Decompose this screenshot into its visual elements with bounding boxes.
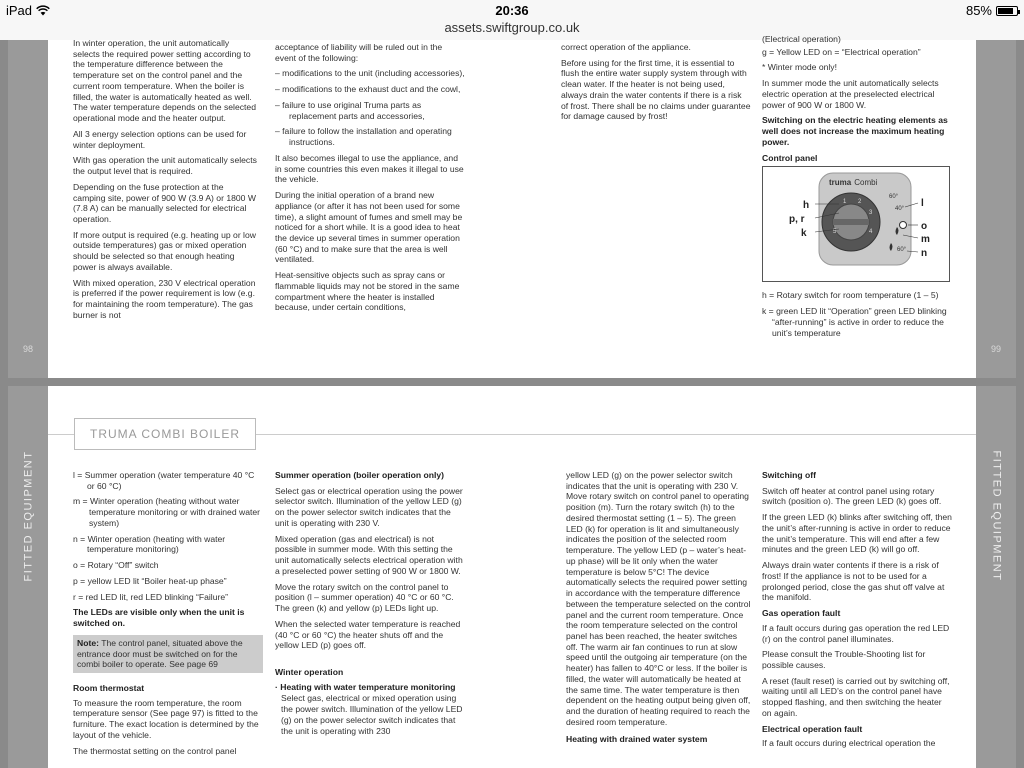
subheading: · Heating with water temperature monitoring: [275, 681, 456, 692]
battery-percent: 85%: [965, 3, 992, 18]
side-tab-left: FITTED EQUIPMENT: [22, 450, 35, 582]
temp-60-label: 60°: [889, 194, 899, 201]
page-spread-bottom[interactable]: [8, 386, 1016, 768]
side-tab-right: FITTED EQUIPMENT: [990, 450, 1003, 582]
paragraph: yellow LED (g) on the power selector switch indicates that the unit is operating with 230 V. Move rotary switch on control panel to operating position (m). Turn the rotary switch (h) to the desired thermostat setting (1 – 5). The green LED (k) for operation is lit and simultaneously indicates the position of the selected room temperature. The yellow LED (p – water’s heat-up phase) will be lit only when the water temperature is below 5°C! The device automatically selects the required power setting in accordance with the temperature difference between the temperature selected on the control panel and the current room temperature. Once the room temperature selected on the control panel has been reached, the heater switches off. The warm air fan continues to run at slow speed until the outgoing air temperature (on the heater) has fallen to 40°C or less. If the boiler is filled, the water will automatically be heated at the same time. The water temperature is then dependent on the heating output being given off, and the duration of heating required to reach the desired room temperature.: [566, 470, 751, 727]
dial-number: 2: [858, 199, 862, 206]
summer-operation-heading: Summer operation (boiler operation only): [275, 470, 445, 480]
paragraph: All 3 energy selection options can be used for winter deployment.: [73, 128, 247, 150]
top-column-1: [73, 40, 258, 326]
paragraph: Mixed operation (gas and electrical) is not possible in summer mode. With this setting the unit automatically selects electrical operation with a preselected power setting of 900 W or 1800 W.: [275, 533, 463, 576]
paragraph: Heat-sensitive objects such as spray cans or flammable liquids may not be stored in the same compartment where the heater is installed because, under certain conditions,: [275, 270, 460, 313]
paragraph: Depending on the fuse protection at the camping site, power of 900 W (3.9 A) or 1800 W (7.8 A) can be manually selected for electrical operation.: [73, 181, 256, 225]
dial-number: 4: [869, 229, 873, 236]
paragraph: With mixed operation, 230 V electrical operation is preferred if the power requirement is low (e.g. for maintaining the room temperature). The gas burner is not: [73, 277, 256, 320]
list-item: – modifications to the exhaust duct and the cowl,: [275, 84, 461, 95]
control-panel-diagram: [763, 167, 949, 281]
status-right: [966, 3, 1018, 18]
page-edge-left: [8, 40, 48, 378]
room-thermostat-heading: Room thermostat: [73, 683, 145, 694]
electrical-fault-heading: Electrical operation fault: [762, 723, 863, 734]
legend-r: r = red LED lit, red LED blinking “Failure”: [73, 591, 228, 602]
label-m: m: [921, 234, 930, 246]
paragraph: Before using for the first time, it is essential to flush the entire water supply system through with clean water. If the heater is not being used, always drain the water contents if there is a risk of frost. There shall be no claims under guarantee for damage caused by frost!: [561, 57, 751, 122]
label-n: n: [921, 248, 928, 260]
paragraph: To measure the room temperature, the room temperature sensor (See page 97) is fitted to the furniture. The exact location is determined by the layout of the vehicle.: [73, 697, 259, 740]
dial-number: 1: [843, 199, 847, 206]
winter-note: * Winter mode only!: [762, 62, 837, 73]
legend-n: n = Winter operation (heating with water temperature monitoring): [73, 533, 226, 555]
paragraph: Select gas, electrical or mixed operation using the power switch. Illumination of the yellow LED (g) on the power selector switch indicates that the unit is operating with 230: [281, 693, 463, 736]
paragraph: If a fault occurs during gas operation the red LED (r) on the control panel illuminates.: [762, 622, 950, 644]
list-item: – failure to follow the installation and operating instructions.: [275, 126, 452, 148]
label-l: l: [921, 198, 924, 210]
paragraph: With gas operation the unit automatically selects the output level that is required.: [73, 155, 257, 177]
legend-k: k = green LED lit “Operation” green LED blinking “after-running” is active in order to reduce the unit’s temperature: [762, 306, 947, 338]
paragraph: A reset (fault reset) is carried out by switching off, waiting until all LED’s on the control panel have stopped flashing, and then switching the heater on again.: [762, 675, 950, 718]
dial-number: 5: [833, 229, 837, 236]
bold-note: Switching on the electric heating elements as well does not increase the maximum heating power.: [762, 115, 948, 147]
page-number-left: 98: [22, 344, 33, 354]
top-column-3: [561, 42, 751, 127]
page-spread-top[interactable]: [8, 34, 1016, 378]
winter-operation-heading: Winter operation: [275, 667, 344, 678]
bottom-column-4: [762, 470, 952, 754]
address-bar[interactable]: assets.swiftgroup.co.uk: [444, 20, 580, 35]
temp-40-label: 40°: [895, 206, 905, 213]
section-title: TRUMA COMBI BOILER: [74, 418, 256, 450]
paragraph: Please consult the Trouble-Shooting list for possible causes.: [762, 649, 926, 671]
paragraph: acceptance of liability will be ruled out in the event of the following:: [275, 42, 443, 63]
paragraph: Always drain water contents if there is a risk of frost! If the appliance is not to be used for a prolonged period, close the gas shut off valve at the manifold.: [762, 560, 945, 603]
bottom-column-1: [73, 470, 263, 761]
page-number-right: 99: [990, 344, 1001, 354]
control-panel-heading: Control panel: [762, 152, 818, 163]
control-panel-figure: [762, 166, 950, 282]
legend-l: l = Summer operation (water temperature 40 °C or 60 °C): [73, 470, 255, 491]
clock: 20:36: [495, 3, 529, 18]
paragraph: Move the rotary switch on the control panel to position (l – summer operation) 40 °C or 60 °C. The green (k) and yellow (p) LEDs light up.: [275, 581, 454, 614]
legend-o: o = Rotary “Off” switch: [73, 560, 159, 571]
bottom-column-2: [275, 470, 465, 741]
note-box: [73, 635, 263, 673]
legend-g: g = Yellow LED on = “Electrical operation”: [762, 46, 921, 57]
device-label: iPad: [6, 3, 33, 18]
cut-off-heading: Heating with drained water system: [566, 733, 708, 744]
off-position-marker: [900, 222, 907, 229]
paragraph: When the selected water temperature is reached (40 °C or 60 °C) the heater shuts off and the yellow LED (p) goes off.: [275, 618, 461, 651]
page-edge-right: [976, 386, 1016, 768]
note-text: The control panel, situated above the entrance door must be switched on for the combi boiler to operate. See page 69: [77, 637, 243, 670]
legend-h: h = Rotary switch for room temperature (1 – 5): [762, 290, 939, 301]
legend-m: m = Winter operation (heating without water temperature monitoring or with drained water system): [73, 496, 261, 528]
label-k: k: [801, 228, 807, 240]
list-item: – failure to use original Truma parts as replacement parts and accessories,: [275, 99, 425, 121]
paragraph: It also becomes illegal to use the appliance, and in some countries this even makes it illegal to use the vehicle.: [275, 152, 464, 185]
cut-off-line: (Electrical operation): [762, 34, 841, 44]
cut-off-line: If a fault occurs during electrical operation the: [762, 738, 936, 749]
paragraph: Switch off heater at control panel using rotary switch (position o). The green LED (k) goes off.: [762, 485, 942, 507]
label-o: o: [921, 221, 928, 233]
dial-number: 3: [869, 210, 873, 217]
top-column-2: [275, 42, 465, 318]
paragraph: Select gas or electrical operation using the power selector switch. Illumination of the yellow LED (g) on the power selector switch indicates that the unit is operating with 230 V.: [275, 485, 463, 528]
paragraph: If the green LED (k) blinks after switching off, then the unit’s after-running is active in order to reduce the unit’s temperature. This will end after a few minutes and the green LED (k) will go off.: [762, 512, 952, 555]
paragraph: During the initial operation of a brand new appliance (or after it has not been used for some time), a slight amount of fumes and smell may be noticed for a short while. It is a good idea to heat the device up several times in summer operation (60 °C) and to make sure that the area is well ventilated.: [275, 190, 463, 265]
bottom-column-3: [566, 470, 751, 749]
gas-fault-heading: Gas operation fault: [762, 608, 841, 619]
note-label: Note:: [77, 637, 99, 648]
switching-off-heading: Switching off: [762, 470, 816, 480]
cut-off-line: The thermostat setting on the control panel: [73, 745, 237, 756]
led-visibility-note: The LEDs are visible only when the unit is switched on.: [73, 607, 245, 629]
battery-icon: [996, 6, 1018, 16]
list-item: – modifications to the unit (including accessories),: [275, 68, 465, 79]
label-pr: p, r: [789, 214, 805, 226]
paragraph: If more output is required (e.g. heating up or low outside temperatures) gas or mixed operation should be selected so that enough heating power is always available.: [73, 229, 256, 272]
paragraph: In summer mode the unit automatically selects electric operation at the preselected electrical power of 900 W or 1800 W.: [762, 78, 939, 110]
page-edge-right: [976, 40, 1016, 378]
top-column-4: [762, 34, 952, 343]
legend-p: p = yellow LED lit “Boiler heat-up phase”: [73, 575, 227, 586]
paragraph: correct operation of the appliance.: [561, 42, 691, 52]
temp-60b-label: 60°: [897, 247, 907, 254]
label-h: h: [803, 200, 810, 212]
svg-text:trumaCombi: truma Combi: [829, 178, 878, 188]
page-edge-left: [8, 386, 48, 768]
paragraph: In winter operation, the unit automatically selects the required power setting according to the temperature difference between the temperature set on the control panel and the current room temperature. When the boiler is filled, the water is automatically heated as well. The water temperature depends on the selected operational mode and the heater output.: [73, 38, 256, 124]
